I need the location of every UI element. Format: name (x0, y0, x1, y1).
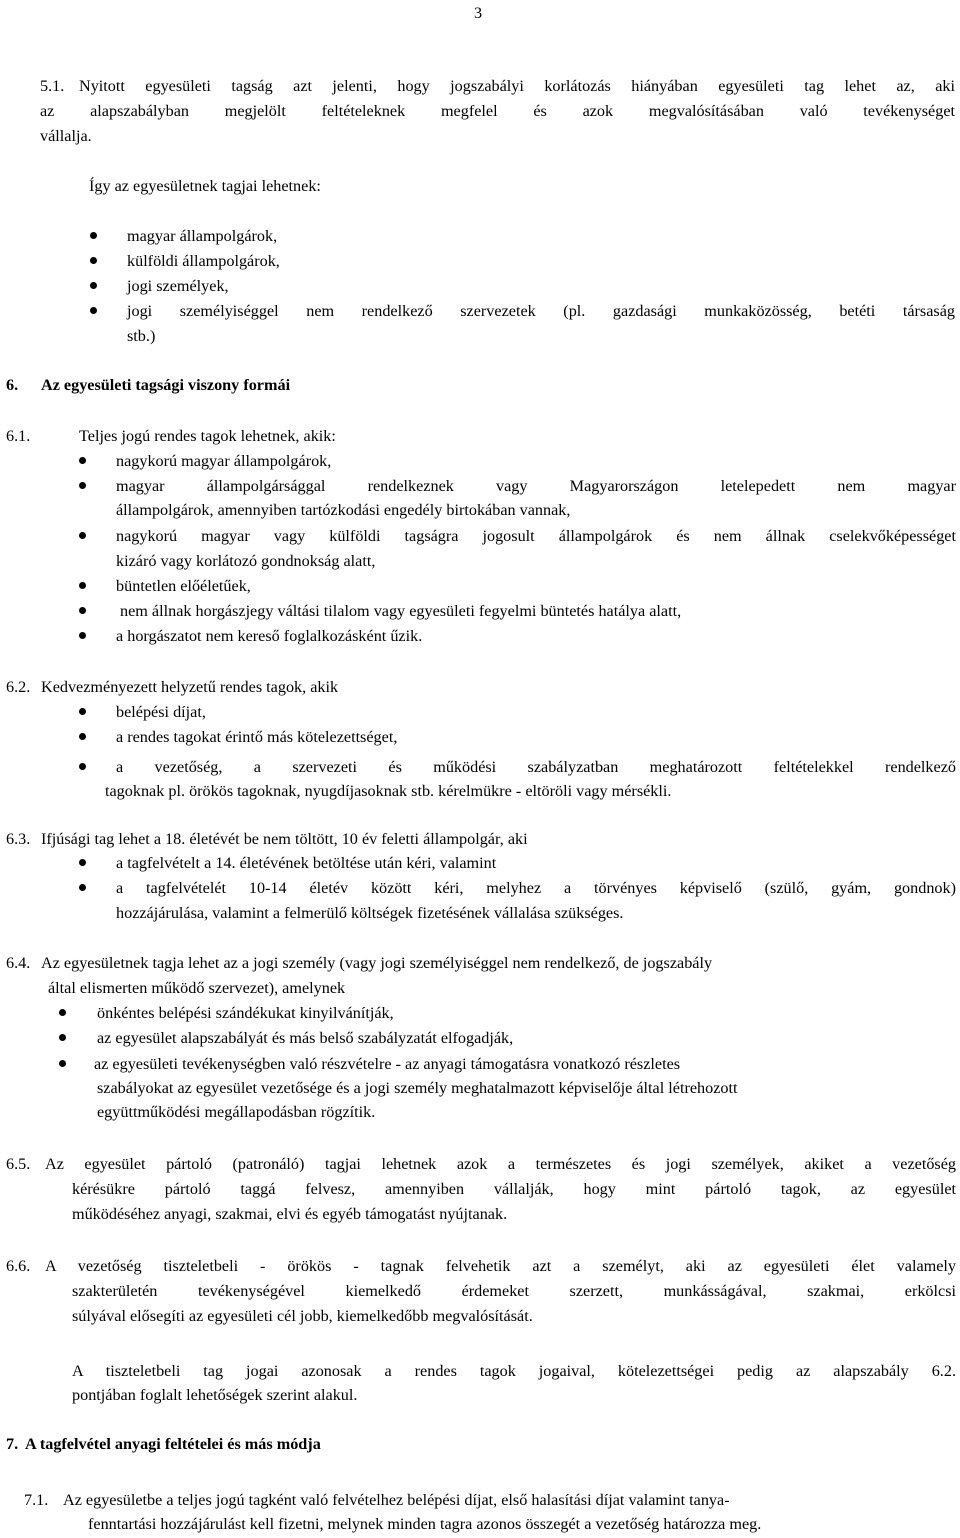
section-number: 6.3. (6, 830, 31, 848)
list-item-continuation: állampolgárok, amennyiben tartózkodási engedély birtokában vannak, (116, 501, 571, 519)
bullet-icon (79, 607, 86, 614)
list-item: nagykorú magyar állampolgárok, (116, 452, 332, 470)
section-heading-number: 6. (6, 376, 19, 394)
bullet-icon (90, 307, 97, 314)
bullet-icon (90, 257, 97, 264)
section-title: Kedvezményezett helyzetű rendes tagok, akik (41, 678, 339, 696)
bullet-icon (90, 282, 97, 289)
bullet-icon (79, 859, 86, 866)
section-number: 6.5. (6, 1155, 31, 1173)
list-intro: Így az egyesületnek tagjai lehetnek: (89, 177, 321, 195)
paragraph-line: kérésükre pártoló taggá felvesz, amennyiben vállalják, hogy mint pártoló tagok, az egyesület (72, 1180, 956, 1198)
bullet-icon (79, 532, 86, 539)
list-item: jogi személyiséggel nem rendelkező szervezetek (pl. gazdasági munkaközösség, betéti társaság (127, 302, 955, 320)
list-item: külföldi állampolgárok, (127, 252, 280, 270)
list-item: önkéntes belépési szándékukat kinyilvánítják, (97, 1004, 394, 1022)
bullet-icon (79, 763, 86, 770)
section-number: 6.1. (6, 427, 31, 445)
section-heading: Az egyesületi tagsági viszony formái (41, 376, 291, 394)
paragraph-line: Az egyesületbe a teljes jogú tagként való felvételhez belépési díjat, első halasítási díjat valamint tanya- (63, 1491, 730, 1509)
paragraph-line: A tiszteletbeli tag jogai azonosak a rendes tagok jogaival, kötelezettségei pedig az alapszabály 6.2. (72, 1362, 956, 1380)
section-number: 7.1. (24, 1491, 49, 1509)
list-item: a horgászatot nem kereső foglalkozásként űzik. (116, 627, 423, 645)
list-item: a vezetőség, a szervezeti és működési szabályzatban meghatározott feltételekkel rendelkező (116, 758, 956, 776)
section-number: 6.4. (6, 954, 31, 972)
list-item: magyar állampolgárok, (127, 227, 278, 245)
page-number: 3 (474, 4, 483, 22)
bullet-icon (90, 232, 97, 239)
bullet-icon (59, 1009, 66, 1016)
section-heading: A tagfelvétel anyagi feltételei és más módja (25, 1435, 321, 1453)
paragraph-line: Az egyesület pártoló (patronáló) tagjai lehetnek azok a természetes és jogi személyek, akiket a vezetőség (45, 1155, 956, 1173)
paragraph-line: által elismerten működő szervezet), amelynek (48, 979, 346, 997)
list-item: nem állnak horgászjegy váltási tilalom vagy egyesületi fegyelmi büntetés hatálya alatt, (120, 602, 682, 620)
bullet-icon (79, 884, 86, 891)
list-item: nagykorú magyar vagy külföldi tagságra jogosult állampolgárok és nem állnak cselekvőképességet (116, 527, 956, 545)
list-item-continuation: tagoknak pl. örökös tagoknak, nyugdíjasoknak stb. kérelmükre - eltöröli vagy mérsékli. (105, 782, 672, 800)
list-item: belépési díjat, (116, 703, 206, 721)
bullet-icon (59, 1060, 66, 1067)
bullet-icon (59, 1034, 66, 1041)
list-item: magyar állampolgársággal rendelkeznek vagy Magyarországon letelepedett nem magyar (116, 477, 956, 495)
bullet-icon (79, 733, 86, 740)
list-item: a tagfelvételt a 14. életévének betöltése után kéri, valamint (116, 854, 497, 872)
bullet-icon (79, 457, 86, 464)
list-item: a tagfelvételét 10-14 életév között kéri, melyhez a törvényes képviselő (szülő, gyám, gondnok) (116, 879, 956, 897)
paragraph-line: Az egyesületnek tagja lehet az a jogi személy (vagy jogi személyiséggel nem rendelkező, de jogszabály (41, 954, 713, 972)
list-item: büntetlen előéletűek, (116, 577, 251, 595)
paragraph-line: súlyával elősegíti az egyesületi cél jobb, kiemelkedőbb megvalósítását. (72, 1307, 533, 1325)
bullet-icon (79, 482, 86, 489)
bullet-icon (79, 632, 86, 639)
paragraph-line: vállalja. (40, 127, 92, 145)
list-item: az egyesület alapszabályát és más belső szabályzatát elfogadják, (97, 1029, 514, 1047)
paragraph-line: pontjában foglalt lehetőségek szerint alakul. (72, 1386, 358, 1404)
paragraph-line: az alapszabályban megjelölt feltételeknek megfelel és azok megvalósításában való tevékenységet (40, 102, 955, 120)
list-item: jogi személyek, (127, 277, 229, 295)
list-item: a rendes tagokat érintő más kötelezettséget, (116, 728, 398, 746)
bullet-icon (79, 582, 86, 589)
paragraph-line: A vezetőség tiszteletbeli - örökös - tagnak felvehetik azt a személyt, aki az egyesületi élet valamely (45, 1257, 956, 1275)
section-heading-number: 7. (6, 1435, 19, 1453)
paragraph-line: fenntartási hozzájárulást kell fizetni, melynek minden tagra azonos összegét a vezetőség határozza meg. (88, 1515, 762, 1533)
bullet-icon (79, 708, 86, 715)
list-item-continuation: kizáró vagy korlátozó gondnokság alatt, (116, 552, 376, 570)
list-item: az egyesületi tevékenységben való részvételre - az anyagi támogatásra vonatkozó részletes (94, 1055, 681, 1073)
paragraph-line: Nyitott egyesületi tagság azt jelenti, hogy jogszabályi korlátozás hiányában egyesületi tag lehet az, aki (79, 77, 955, 95)
paragraph-line: működéséhez anyagi, szakmai, elvi és egyéb támogatást nyújtanak. (72, 1205, 508, 1223)
list-item-continuation: hozzájárulása, valamint a felmerülő költségek fizetésének vállalása szükséges. (116, 904, 624, 922)
section-title: Ifjúsági tag lehet a 18. életévét be nem töltött, 10 év feletti állampolgár, aki (41, 830, 528, 848)
section-number: 5.1. (40, 77, 65, 95)
section-title: Teljes jogú rendes tagok lehetnek, akik: (79, 427, 336, 445)
paragraph-line: szakterületén tevékenységével kiemelkedő érdemeket szerzett, munkásságával, szakmai, erkölcsi (72, 1282, 956, 1300)
section-number: 6.6. (6, 1257, 31, 1275)
list-item-continuation: stb.) (127, 327, 156, 345)
list-item-continuation: szabályokat az egyesület vezetősége és a jogi személy meghatalmazott képviselője által létrehozott (97, 1079, 738, 1097)
list-item-continuation: együttműködési megállapodásban rögzítik. (97, 1103, 376, 1121)
section-number: 6.2. (6, 678, 31, 696)
